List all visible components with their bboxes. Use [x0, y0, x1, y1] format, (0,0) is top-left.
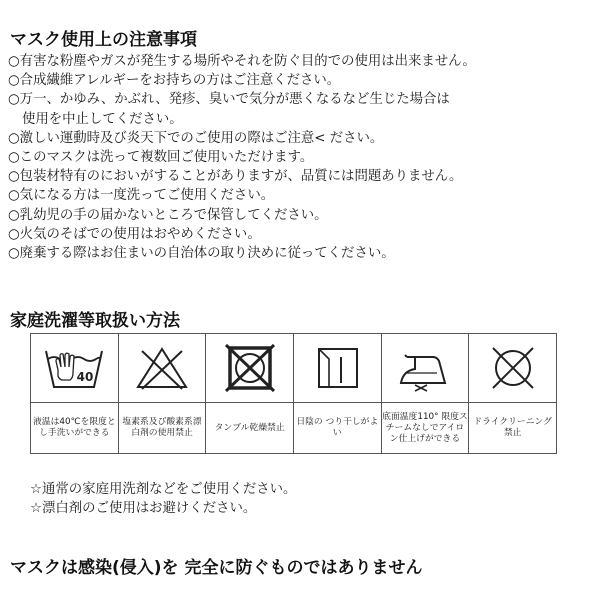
iron-110-no-steam-icon: [393, 343, 457, 393]
care-symbol-table: [30, 333, 557, 454]
precaution-item: ○有害な粉塵やガスが発生する場所やそれを防ぐ目的での使用は出来ません。: [8, 54, 476, 69]
precaution-item-continuation: 使用を中止してください。: [22, 111, 183, 127]
care-symbol-caption: 液温は40℃を限度とし手洗いができる: [31, 403, 119, 454]
precaution-item: ○激しい運動時及び炎天下でのご使用の際はご注意< ださい。: [8, 130, 384, 146]
care-symbol-cell: [206, 334, 294, 403]
precaution-item: ○廃棄する際はお住まいの自治体の取り決めに従ってください。: [8, 246, 395, 262]
care-symbol-cell: [469, 334, 557, 403]
precautions-list: [8, 52, 593, 263]
care-symbol-cell: [381, 334, 469, 403]
washing-tip: ☆通常の家庭用洗剤などをご使用ください。: [30, 482, 297, 497]
washing-tips: [30, 480, 296, 518]
wash-temperature-label: 40: [76, 370, 94, 384]
precaution-item: ○乳幼児の手の届かないところで保管してください。: [8, 207, 328, 223]
washing-heading: 家庭洗濯等取扱い方法: [10, 311, 180, 331]
washing-tip: ☆漂白剤のご使用はお避けください。: [30, 501, 257, 516]
care-symbol-caption: 塩素系及び酸素系漂白剤の使用禁止: [118, 403, 206, 454]
care-symbol-caption: ドライクリーニング禁止: [469, 403, 557, 454]
no-dry-clean-icon: [481, 343, 545, 393]
no-tumble-dry-icon: [218, 341, 282, 395]
care-symbol-caption: タンブル乾燥禁止: [206, 403, 294, 454]
shade-line-dry-icon: [305, 343, 369, 393]
precaution-item: ○万一、かゆみ、かぶれ、発疹、臭いで気分が悪くなるなど生じた場合は: [8, 92, 450, 108]
care-symbol-cell: [293, 334, 381, 403]
disclaimer-heading: マスクは感染(侵入)を 完全に防ぐものではありません: [10, 558, 423, 578]
precaution-item: ○火気のそばでの使用はおやめください。: [8, 226, 261, 242]
precaution-item: ○合成繊維アレルギーをお持ちの方はご注意ください。: [8, 73, 341, 89]
no-bleach-icon: [130, 343, 194, 393]
care-symbol-cell: [31, 334, 119, 403]
precaution-item: ○気になる方は一度洗ってご使用ください。: [8, 188, 275, 204]
care-symbol-caption: 日陰の つり干しがよい: [293, 403, 381, 454]
precaution-item: ○包装材特有のにおいがすることがありますが、品質には問題ありません。: [8, 169, 463, 185]
precautions-heading: マスク使用上の注意事項: [10, 30, 197, 50]
care-symbol-caption: 底面温度110° 限度スチームなしでアイロン仕上げができる: [381, 403, 469, 454]
hand-wash-40-icon: [42, 343, 106, 393]
precaution-item: ○このマスクは洗って複数回ご使用いただけます。: [8, 150, 314, 166]
care-symbol-cell: [118, 334, 206, 403]
